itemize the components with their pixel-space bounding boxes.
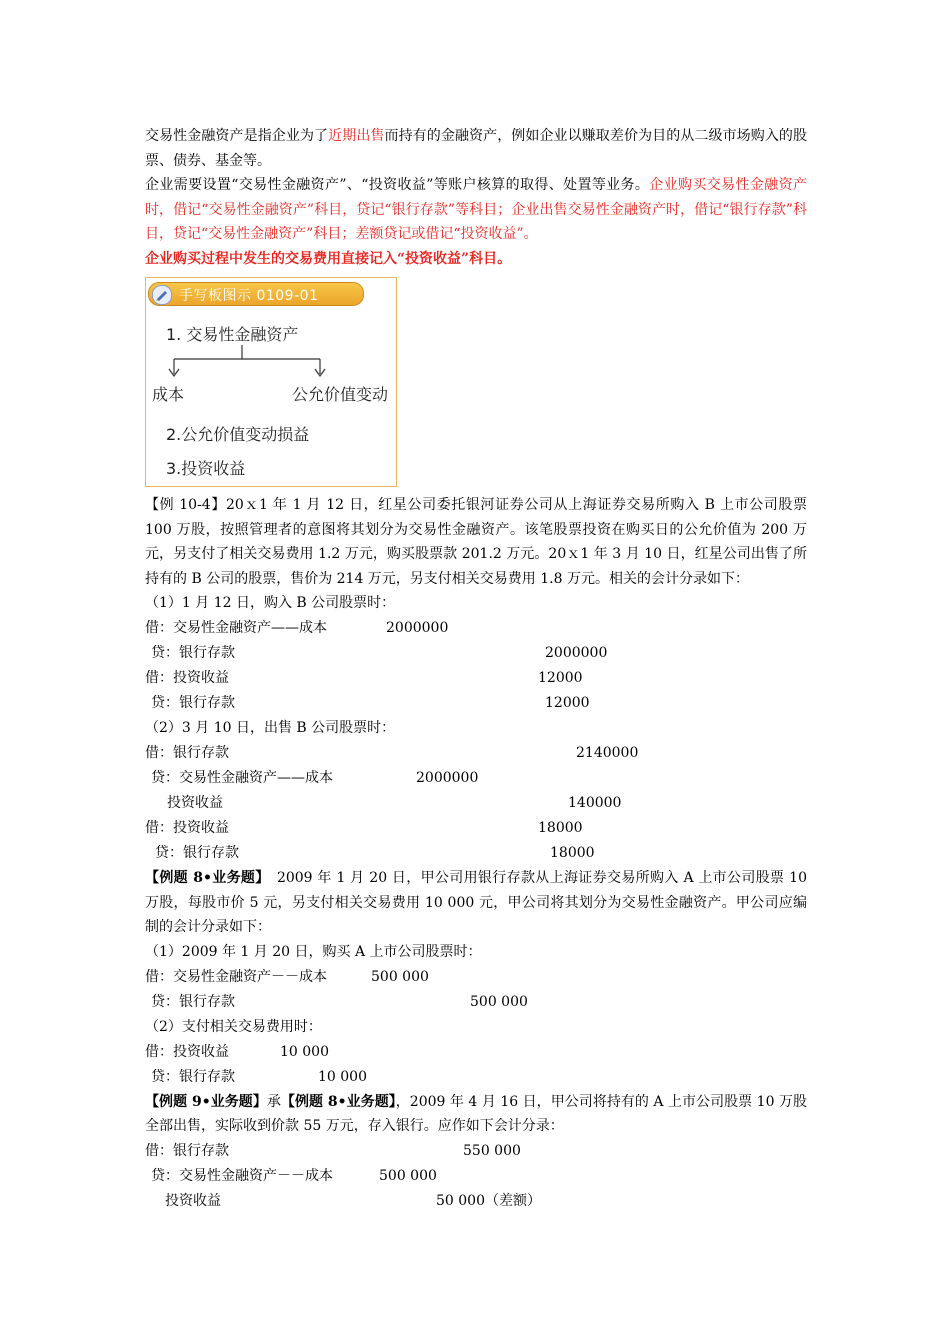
intro-paragraph-3: 企业购买过程中发生的交易费用直接记入“投资收益”科目。 (145, 250, 512, 267)
journal-line: 借：交易性金融资产－－成本 500 000 (145, 968, 429, 985)
journal-line: 投资收益 140000 (167, 795, 622, 811)
journal-line: 贷：交易性金融资产－－成本 500 000 (151, 1167, 437, 1184)
journal-line: 贷：银行存款 12000 (151, 695, 590, 711)
example8-step2: （2）支付相关交易费用时： (145, 1018, 322, 1035)
board-item-3: 3.投资收益 (166, 459, 246, 478)
example1-step2: （2）3 月 10 日，出售 B 公司股票时： (145, 720, 396, 736)
journal-line: 借：银行存款 2140000 (145, 745, 639, 761)
journal-line: 贷：银行存款 18000 (155, 845, 595, 861)
journal-line: 投资收益 50 000（差额） (165, 1192, 541, 1209)
journal-line: 借：银行存款 550 000 (145, 1142, 521, 1159)
board-left-branch: 成本 (152, 385, 185, 404)
board-item-2: 2.公允价值变动损益 (166, 425, 310, 444)
example9-description: 【例题 9•业务题】承【例题 8•业务题】，2009 年 4 月 16 日，甲公司将持有的 A 上市公司股票 10 万股全部出售，实际收到价款 55 万元，存入银行。应作如下会计分录： (145, 1093, 807, 1134)
journal-line: 借：投资收益 12000 (145, 670, 583, 686)
example8-step1: （1）2009 年 1 月 20 日，购买 A 上市公司股票时： (145, 943, 482, 960)
journal-line: 借：交易性金融资产——成本 2000000 (145, 620, 449, 636)
journal-line: 贷：银行存款 10 000 (151, 1068, 367, 1085)
example8-description: 【例题 8•业务题】 2009 年 1 月 20 日，甲公司用银行存款从上海证券交易所购入 A 上市公司股票 10 万股，每股市价 5 元，另支付相关交易费用 10 000 元，甲公司将其划分为交易性金融资产。甲公司应编制的会计分录如下： (145, 870, 807, 935)
document-page (145, 124, 807, 1214)
intro-paragraph-2: 企业需要设置“交易性金融资产”、“投资收益”等账户核算的取得、处置等业务。企业购买交易性金融资产时，借记“交易性金融资产”科目，贷记“银行存款”等科目；企业出售交易性金融资产时，借记“银行存款”科目，贷记“交易性金融资产”科目；差额贷记或借记“投资收益”。 (145, 177, 807, 242)
highlight-near-term-sale: 近期出售 (328, 128, 385, 144)
example1-step1: （1）1 月 12 日，购入 B 公司股票时： (145, 595, 396, 611)
highlight-journal-rules: 企业购买交易性金融资产时，借记“交易性金融资产”科目，贷记“银行存款”等科目；企业出售交易性金融资产时，借记“银行存款”科目，贷记“交易性金融资产”科目；差额贷记或借记“投资收益”。 (145, 177, 807, 242)
board-item-1: 1. 交易性金融资产 (166, 325, 299, 344)
journal-line: 贷：交易性金融资产——成本 2000000 (151, 770, 479, 786)
example1-description: 【例 10-4】20ｘ1 年 1 月 12 日，红星公司委托银河证券公司从上海证券交易所购入 B 上市公司股票 100 万股，按照管理者的意图将其划分为交易性金融资产。该笔股票投资在购买日的公允价值为 200 万元，另支付了相关交易费用 1.2 万元，购买股票款 201.2 万元。20ｘ1 年 3 月 10 日，红星公司出售了所持有的 B 公司的股票，售价为 214 万元，另支付相关交易费用 1.8 万元。相关的会计分录如下： (145, 497, 807, 587)
board-title: 手写板图示 0109-01 (179, 288, 319, 304)
board-right-branch: 公允价值变动 (292, 385, 389, 404)
journal-line: 贷：银行存款 2000000 (151, 645, 608, 661)
intro-paragraph-1: 交易性金融资产是指企业为了近期出售而持有的金融资产，例如企业以赚取差价为目的从二级市场购入的股票、债券、基金等。 (145, 128, 808, 169)
journal-line: 借：投资收益 18000 (145, 820, 583, 836)
journal-line: 贷：银行存款 500 000 (151, 993, 528, 1010)
handwriting-board-figure (145, 277, 397, 487)
journal-line: 借：投资收益 10 000 (145, 1043, 329, 1060)
